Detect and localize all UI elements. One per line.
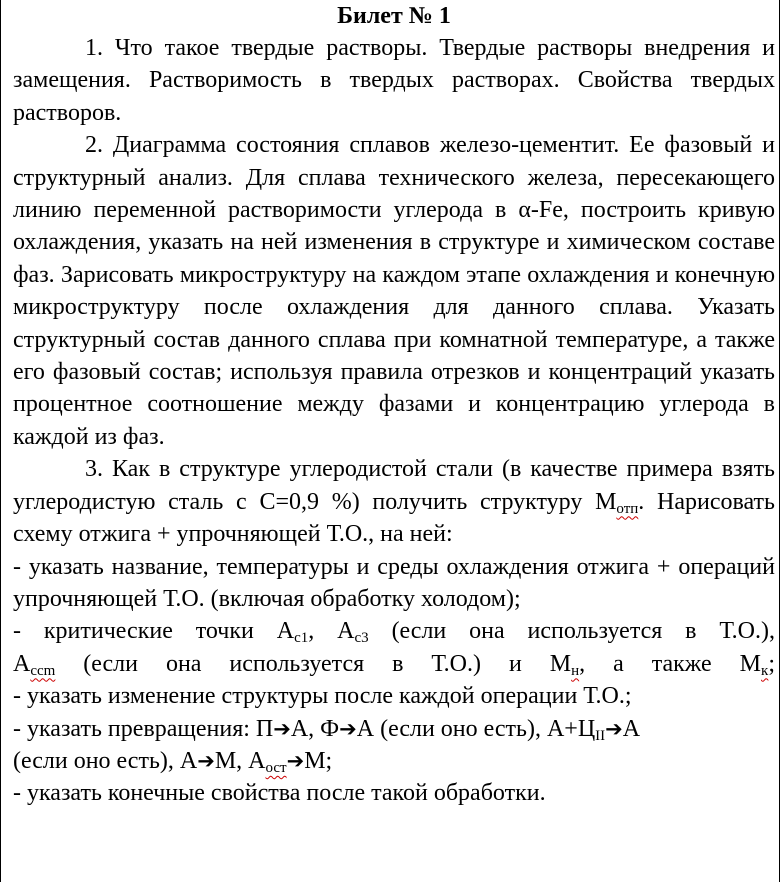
text-run: А, Ф <box>290 715 340 742</box>
arrow-icon: ➔ <box>605 716 623 741</box>
subscript-n: н <box>571 662 580 679</box>
question-2: 2. Диаграмма состояния сплавов железо-цементит. Ее фазовый и структурный анализ. Для сплава технического железа, пересекающего линию переменной растворимости углерода в α-Fe, построить кривую охлаждения, указать на ней изменения в структуре и химическом составе фаз. Зарисовать микроструктуру на каждом этапе охлаждения и конечную микроструктуру после охлаждения для данного сплава. Указать структурный состав данного сплава при комнатной температуре, а также его фазовый состав; используя правила отрезков и концентраций указать процентное соотношение между фазами и концентрацию углерода в каждой из фаз. <box>13 132 776 450</box>
list-item-1: - указать название, температуры и среды охлаждения отжига + операций упрочняющей Т.О. (включая обработку холодом); <box>13 553 775 612</box>
subscript-k: к <box>761 662 769 679</box>
ticket-content <box>13 0 775 810</box>
text-run: М, А <box>214 747 266 774</box>
text-run: А <box>13 650 31 677</box>
list-item-4 <box>13 713 775 778</box>
text-run: А <box>622 715 641 742</box>
subscript-ccm: ccm <box>30 662 56 679</box>
text-run: (если она используется в Т.О.) и М <box>55 650 572 677</box>
question-3-intro-rest: . Нарисовать схему отжига + упрочняющей Т.О., на ней: <box>13 488 775 548</box>
text-run: М; <box>304 747 333 774</box>
list-item-2 <box>13 615 775 680</box>
text-run: (если оно есть), А <box>13 747 198 774</box>
question-3-intro: 3. Как в структуре углеродистой стали (в качестве примера взять углеродистую сталь с С=0,9 %) получить структуру М <box>13 456 775 515</box>
arrow-icon: ➔ <box>339 716 357 741</box>
text-run: ; <box>768 650 775 677</box>
subscript-c1: c1 <box>294 630 309 647</box>
subscript-c3: c3 <box>354 630 369 647</box>
subscript-ost: ост <box>265 759 287 776</box>
text-run: , а также М <box>579 650 762 677</box>
text-run: - указать превращения: П <box>13 715 274 742</box>
arrow-icon: ➔ <box>273 716 291 741</box>
ticket-title: Билет № 1 <box>337 3 451 29</box>
arrow-icon: ➔ <box>197 748 215 773</box>
text-run: А (если оно есть), А+Ц <box>356 715 596 742</box>
text-run: (если она используется в Т.О.), <box>368 618 775 645</box>
list-item-3: - указать изменение структуры после каждой операции Т.О.; <box>13 683 632 710</box>
subscript-otp: отп <box>616 500 639 517</box>
text-run: , А <box>308 618 355 645</box>
question-3 <box>13 453 775 550</box>
arrow-icon: ➔ <box>286 748 305 773</box>
subscript-II: II <box>595 727 606 744</box>
question-1: 1. Что такое твердые растворы. Твердые растворы внедрения и замещения. Растворимость в твердых растворах. Свойства твердых растворов. <box>13 35 775 126</box>
list-item-5: - указать конечные свойства после такой обработки. <box>13 780 546 807</box>
text-run: - критические точки А <box>13 618 295 645</box>
